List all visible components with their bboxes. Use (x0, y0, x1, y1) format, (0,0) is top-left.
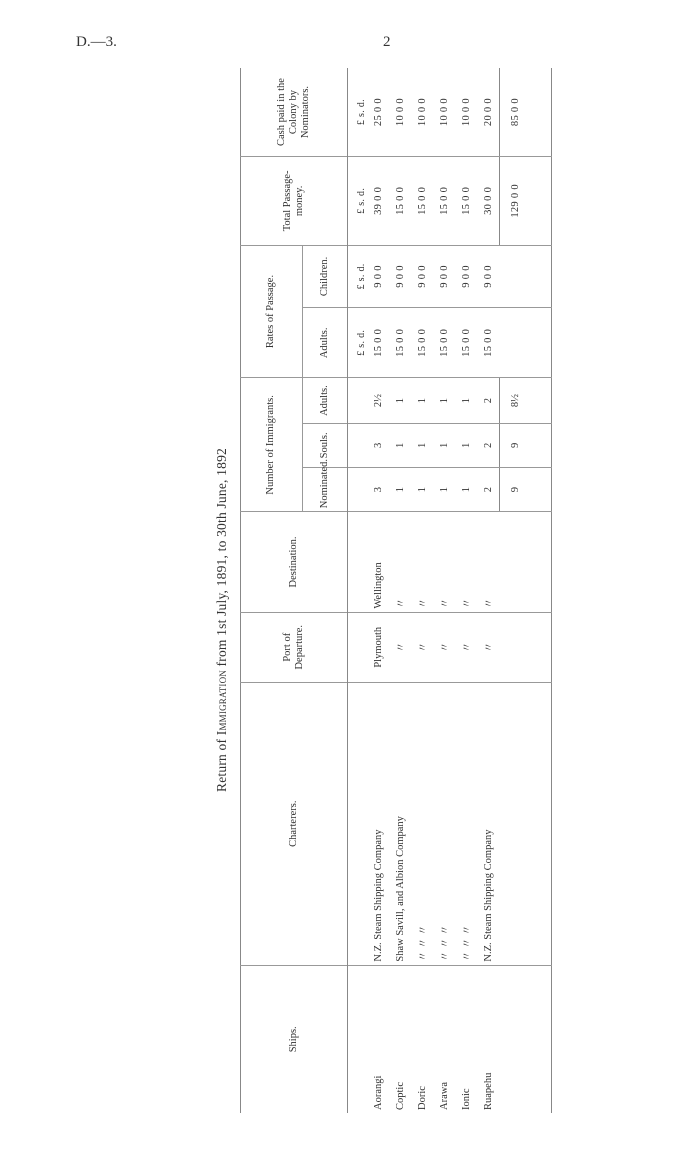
col-header-nominated: Nominated. (303, 468, 348, 512)
rate-adults: 15 0 0 (411, 308, 433, 378)
charterer-name: Shaw Savill, and Albion Company (389, 682, 411, 965)
cash-paid: 10 0 0 (411, 68, 433, 157)
document-reference: D.—3. (76, 34, 117, 50)
col-header-adults: Adults. (303, 378, 348, 423)
destination: 〃 (455, 512, 477, 612)
charterer-name: 〃 〃 〃 (455, 682, 477, 965)
nominated-count: 1 (455, 468, 477, 512)
table-row (477, 68, 500, 1113)
col-header-souls: Souls. (303, 423, 348, 467)
total-passage-money: 15 0 0 (389, 157, 411, 246)
charterer-name: N.Z. Steam Shipping Company (477, 682, 500, 965)
col-header-cash: Cash paid in the Colony by Nominators. (241, 68, 348, 157)
table-row (389, 68, 411, 1113)
total-passage-money: 15 0 0 (455, 157, 477, 246)
port-of-departure: 〃 (389, 612, 411, 682)
cash-paid: 20 0 0 (477, 68, 500, 157)
total-nominated: 9 (500, 468, 531, 512)
adults-count: 2 (477, 378, 500, 423)
table-row (455, 68, 477, 1113)
adults-count: 1 (411, 378, 433, 423)
souls-count: 2 (477, 423, 500, 467)
souls-count: 1 (455, 423, 477, 467)
title-period: from 1st July, 1891, to 30th June, 1892 (214, 448, 229, 667)
totals-row (500, 68, 531, 1113)
nominated-count: 1 (433, 468, 455, 512)
rate-adults: 15 0 0 (455, 308, 477, 378)
rate-adults: 15 0 0 (367, 308, 389, 378)
total-passage-money: 39 0 0 (367, 157, 389, 246)
adults-count: 1 (455, 378, 477, 423)
rate-children: 9 0 0 (477, 245, 500, 308)
total-passage-money: 15 0 0 (433, 157, 455, 246)
adults-count: 1 (433, 378, 455, 423)
total-passage-money: 15 0 0 (411, 157, 433, 246)
port-of-departure: 〃 (411, 612, 433, 682)
port-of-departure: 〃 (455, 612, 477, 682)
destination: 〃 (477, 512, 500, 612)
ship-name: Coptic (394, 1082, 406, 1110)
charterer-name: 〃 〃 〃 (433, 682, 455, 965)
destination: Wellington (367, 512, 389, 612)
port-of-departure: Plymouth (367, 612, 389, 682)
nominated-count: 2 (477, 468, 500, 512)
souls-count: 1 (389, 423, 411, 467)
col-header-port: Port of Departure. (241, 612, 348, 682)
rate-children: 9 0 0 (433, 245, 455, 308)
rate-adults: 15 0 0 (433, 308, 455, 378)
souls-count: 1 (411, 423, 433, 467)
rate-adults: 15 0 0 (389, 308, 411, 378)
col-header-total: Total Passage-money. (241, 157, 348, 246)
destination: 〃 (389, 512, 411, 612)
cash-paid: 25 0 0 (367, 68, 389, 157)
page-number: 2 (383, 34, 391, 50)
rate-adults: 15 0 0 (477, 308, 500, 378)
col-header-rate-adults: Adults. (303, 308, 348, 378)
rate-children: 9 0 0 (411, 245, 433, 308)
cash-paid: 10 0 0 (455, 68, 477, 157)
ship-name: Aorangi (372, 1075, 384, 1110)
rate-children: 9 0 0 (389, 245, 411, 308)
unit-rate-children: £ s. d. (348, 245, 368, 308)
ship-name: Doric (416, 1086, 428, 1110)
ship-name: Ionic (460, 1088, 472, 1110)
nominated-count: 3 (367, 468, 389, 512)
page-title (214, 448, 230, 792)
port-of-departure: 〃 (477, 612, 500, 682)
col-header-ships: Ships. (241, 965, 348, 1113)
destination: 〃 (433, 512, 455, 612)
table-row (411, 68, 433, 1113)
adults-count: 1 (389, 378, 411, 423)
nominated-count: 1 (389, 468, 411, 512)
unit-total: £ s. d. (348, 157, 368, 246)
grand-total-cash-paid: 85 0 0 (500, 68, 531, 157)
title-immigration: Immigration (214, 670, 229, 736)
destination: 〃 (411, 512, 433, 612)
adults-count: 2½ (367, 378, 389, 423)
immigration-table-container (240, 68, 552, 1113)
cash-paid: 10 0 0 (433, 68, 455, 157)
table-body (348, 68, 552, 1113)
unit-row (348, 68, 368, 1113)
charterer-name: N.Z. Steam Shipping Company (367, 682, 389, 965)
souls-count: 1 (433, 423, 455, 467)
total-souls: 9 (500, 423, 531, 467)
souls-count: 3 (367, 423, 389, 467)
grand-total-passage-money: 129 0 0 (500, 157, 531, 246)
col-header-charterers: Charterers. (241, 682, 348, 965)
charterer-name: 〃 〃 〃 (411, 682, 433, 965)
ship-name: Ruapehu (482, 1072, 494, 1110)
rate-children: 9 0 0 (455, 245, 477, 308)
col-header-rates-group: Rates of Passage. (241, 245, 303, 378)
nominated-count: 1 (411, 468, 433, 512)
unit-cash: £ s. d. (348, 68, 368, 157)
col-header-destination: Destination. (241, 512, 348, 612)
col-header-rate-children: Children. (303, 245, 348, 308)
port-of-departure: 〃 (433, 612, 455, 682)
unit-rate-adults: £ s. d. (348, 308, 368, 378)
total-passage-money: 30 0 0 (477, 157, 500, 246)
total-adults: 8½ (500, 378, 531, 423)
immigration-table (240, 68, 552, 1113)
table-row (433, 68, 455, 1113)
cash-paid: 10 0 0 (389, 68, 411, 157)
table-row (367, 68, 389, 1113)
col-header-number-group: Number of Immigrants. (241, 378, 303, 512)
title-return-of: Return of (214, 738, 229, 792)
rate-children: 9 0 0 (367, 245, 389, 308)
ship-name: Arawa (438, 1082, 450, 1110)
